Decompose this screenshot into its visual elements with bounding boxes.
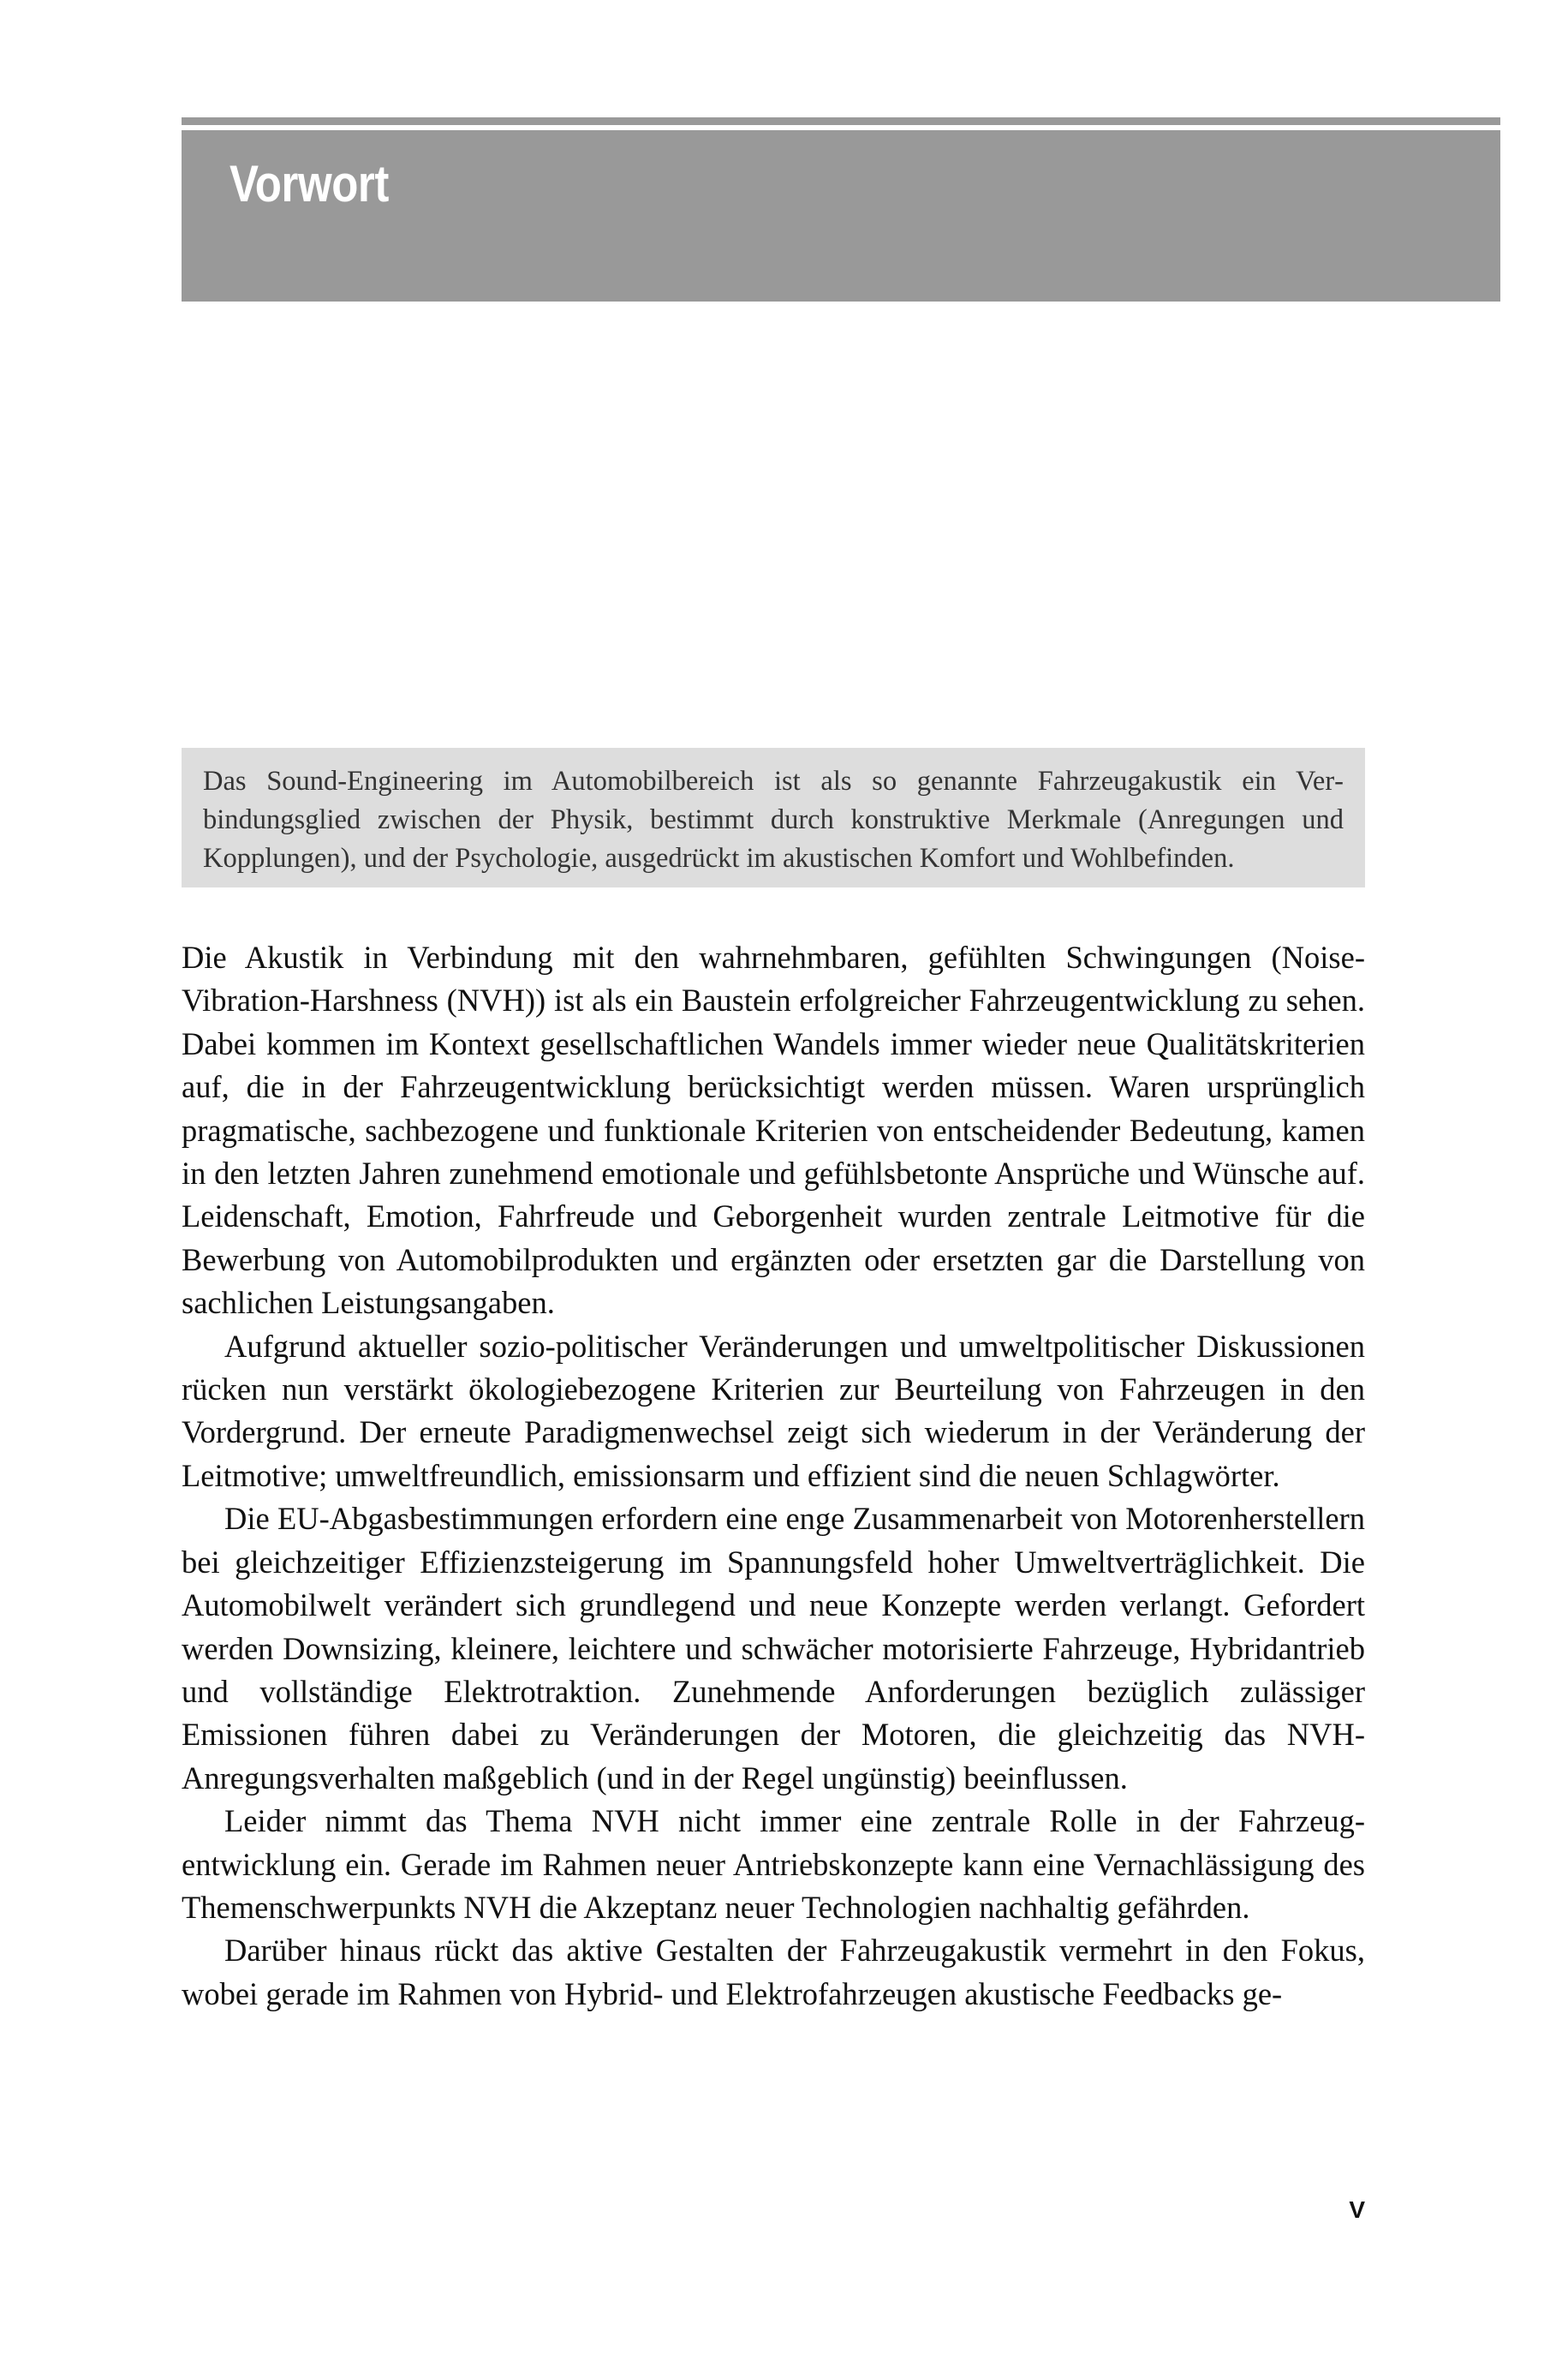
paragraph-3: Die EU-Abgasbestimmungen erfordern eine enge Zusammenarbeit von Motorenherstellern bei gleichzeitiger Effizienzsteigerung im Spannungsfeld hoher Umweltverträglichkeit. Die Automobilwelt verändert sich grundlegend und neue Konzepte werden verlangt. Gefordert werden Downsizing, kleinere, leichtere und schwächer motorisierte Fahrzeuge, Hybridantrieb und vollständige Elektrotraktion. Zunehmende Anforderungen bezüglich zulässiger Emissionen führen dabei zu Veränderungen der Motoren, die gleichzeitig das NVH-Anregungsverhalten maßgeblich (und in der Regel ungünstig) beeinflussen.	[182, 1501, 1365, 1795]
chapter-abstract-box	[182, 748, 1365, 887]
chapter-top-rule	[182, 117, 1500, 125]
paragraph-5: Darüber hinaus rückt das aktive Gestalten der Fahrzeugakustik vermehrt in den Fokus, wobei gerade im Rahmen von Hybrid- und Elektrofahrzeugen akustische Feedbacks ge-	[182, 1933, 1365, 2011]
main-text-column	[182, 936, 1365, 2016]
paragraph-2: Aufgrund aktueller sozio-politischer Veränderungen und umweltpolitischer Diskussionen rücken nun verstärkt ökologiebezogene Kriterien zur Beurteilung von Fahrzeugen in den Vordergrund. Der erneute Paradigmenwechsel zeigt sich wiederum in der Veränderung der Leitmotive; umweltfreundlich, emissionsarm und effizient sind die neuen Schlagwörter.	[182, 1328, 1365, 1493]
page-number: V	[1349, 2196, 1365, 2223]
chapter-title-banner	[182, 130, 1500, 302]
paragraph-4: Leider nimmt das Thema NVH nicht immer eine zentrale Rolle in der Fahrzeugentwicklung ein. Gerade im Rahmen neuer Antriebskonzepte kann eine Vernachlässigung des Themenschwerpunkts NVH die Akzeptanz neuer Technologien nachhaltig gefährden.	[182, 1803, 1365, 1925]
paragraph-1: Die Akustik in Verbindung mit den wahrnehmbaren, gefühlten Schwingungen (Noise-Vibration-Harshness (NVH)) ist als ein Baustein erfolgreicher Fahrzeugentwicklung zu sehen. Dabei kommen im Kontext gesellschaftlichen Wandels immer wieder neue Qualitätskriterien auf, die in der Fahrzeugentwicklung berücksichtigt werden müssen. Waren ursprünglich pragmatische, sachbezogene und funktionale Kriterien von entscheidender Bedeutung, kamen in den letzten Jahren zunehmend emotionale und gefühlsbetonte Ansprüche und Wünsche auf. Leidenschaft, Emotion, Fahrfreude und Geborgenheit wurden zentrale Leitmotive für die Bewerbung von Automobilprodukten und ergänzten oder ersetzten gar die Darstellung von sachlichen Leistungsangaben.	[182, 940, 1365, 1321]
chapter-abstract-text: Das Sound-Engineering im Automobilbereich ist als so genannte Fahrzeugakustik ein Verbindungsglied zwischen der Physik, bestimmt durch konstruktive Merkmale (Anregungen und Kopplungen), und der Psychologie, ausgedrückt im akustischen Komfort und Wohlbefinden.	[203, 766, 1344, 874]
chapter-title: Vorwort	[230, 155, 389, 212]
